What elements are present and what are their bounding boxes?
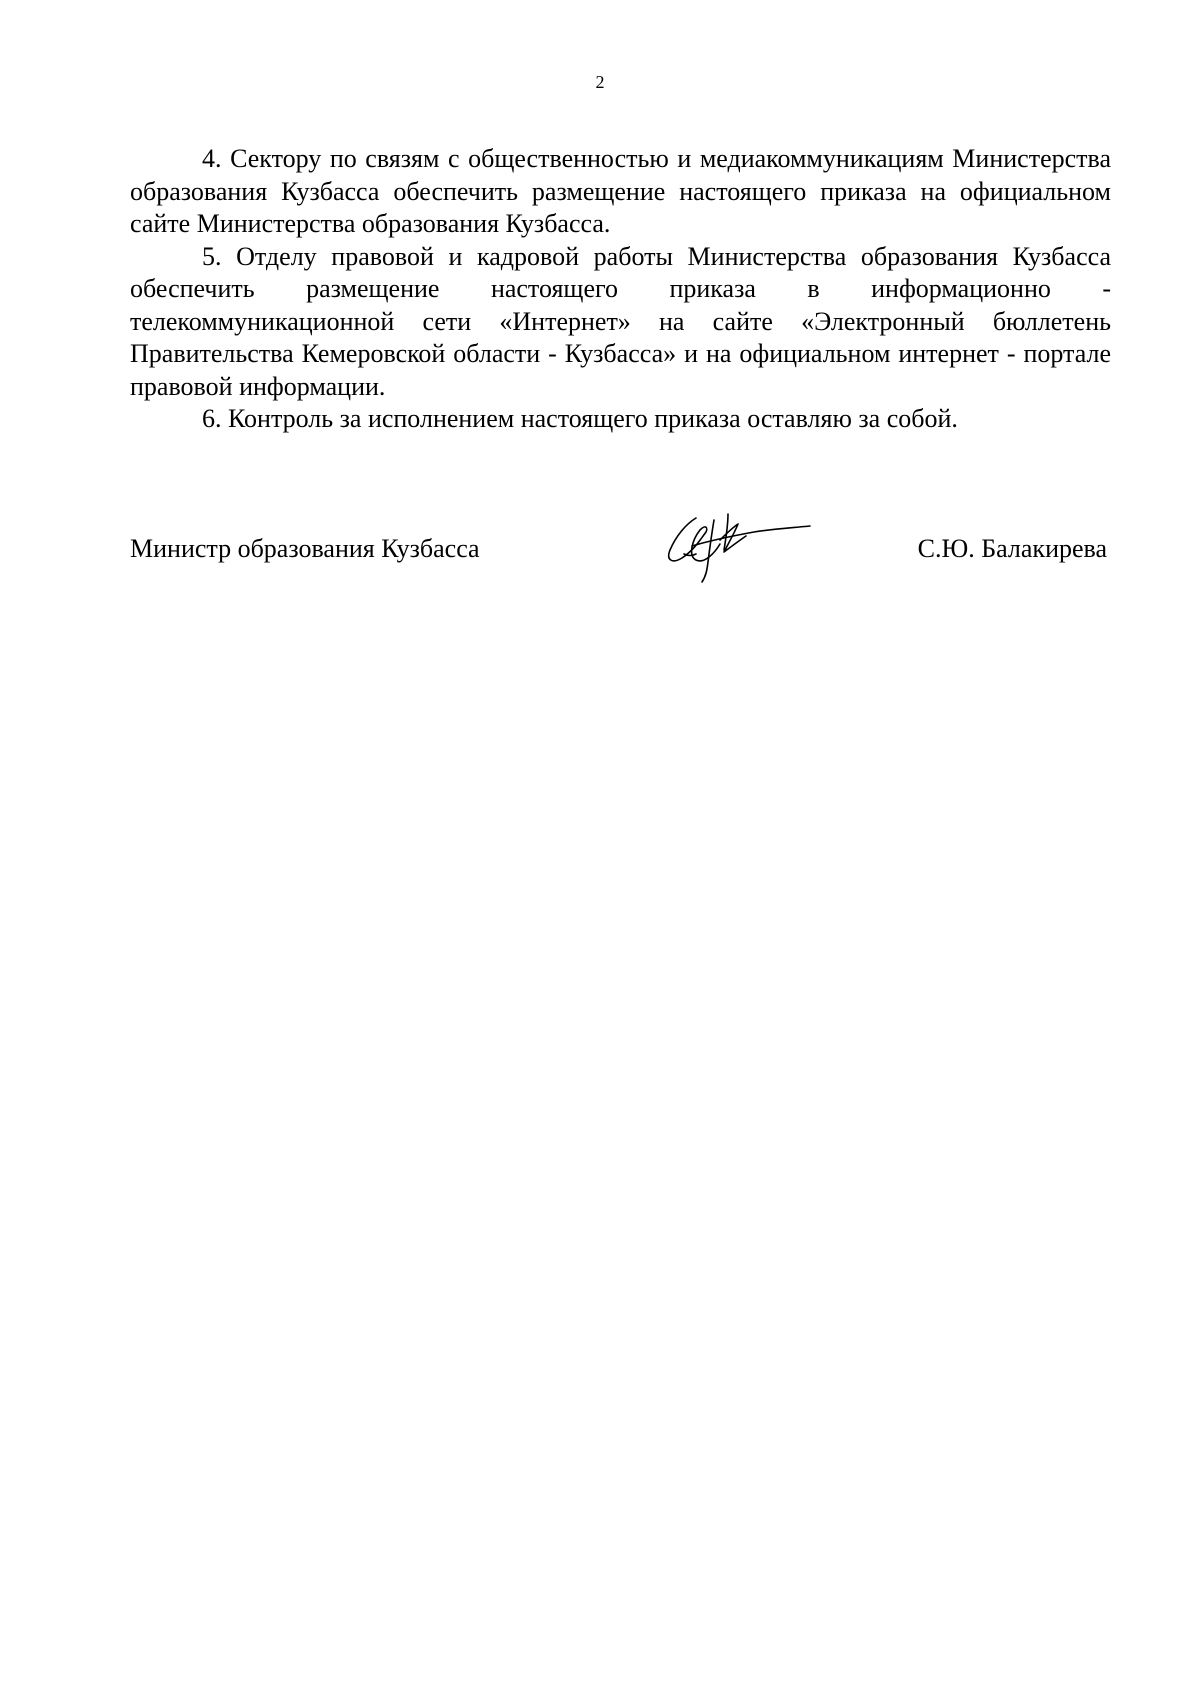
signer-name: С.Ю. Балакирева: [917, 534, 1107, 563]
paragraph-item-6: 6. Контроль за исполнением настоящего приказа оставляю за собой.: [202, 404, 958, 433]
signature-block: [130, 528, 1111, 598]
document-body: [130, 143, 1111, 436]
paragraph-item-4: 4. Сектору по связям с общественностью и медиакоммуникациям Министерства образования Кузбасса обеспечить размещение настоящего приказа на официальном сайте Министерства образования Кузбасса.: [130, 144, 1111, 238]
paragraph-item-5: 5. Отделу правовой и кадровой работы Министерства образования Кузбасса обеспечить размещение настоящего приказа в информационно - телекоммуникационной сети «Интернет» на сайте «Электронный бюллетень Правительства Кемеровской области - Кузбасса» и на официальном интернет - портале правовой информации.: [130, 241, 1111, 401]
page-number: 2: [595, 72, 605, 92]
handwritten-signature: [662, 510, 812, 586]
signer-position-title: Министр образования Кузбасса: [130, 534, 480, 563]
